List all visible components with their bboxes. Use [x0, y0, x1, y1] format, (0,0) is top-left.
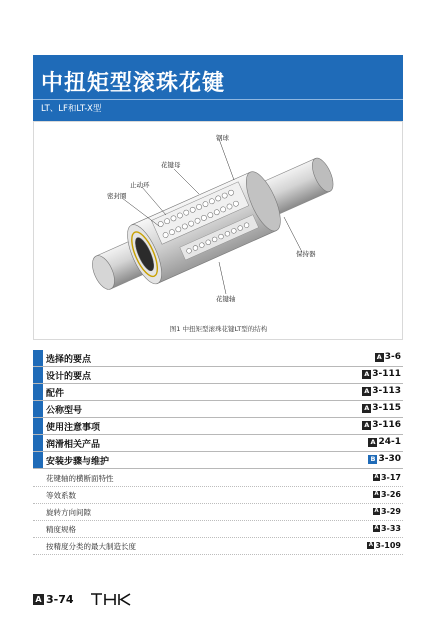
section-a-icon: A	[364, 403, 370, 412]
section-a-icon: A	[33, 594, 44, 605]
section-a-icon: A	[376, 352, 382, 361]
menu-item[interactable]	[33, 384, 403, 401]
section-a-icon: A	[374, 474, 379, 480]
section-a-icon: A	[364, 420, 370, 429]
ball-spline-illustration	[34, 122, 404, 341]
list-item[interactable]	[33, 538, 403, 555]
callout-retaining-ring: 止动环	[130, 181, 150, 189]
menu-item-page-ref[interactable]	[362, 403, 401, 413]
menu-accent-bar	[33, 452, 43, 468]
menu-item-label: 使用注意事项	[46, 423, 101, 433]
menu-item-page: 3-30	[378, 454, 401, 464]
section-a-icon: A	[374, 491, 379, 497]
menu-accent-bar	[33, 367, 43, 383]
menu-accent-bar	[33, 435, 43, 451]
title-banner	[33, 55, 403, 121]
list-item[interactable]	[33, 487, 403, 504]
figure-caption: 图1 中扭矩型滚珠花键LT型的结构	[169, 325, 268, 333]
list-item-page-ref[interactable]	[373, 524, 401, 533]
section-a-icon: A	[364, 369, 370, 378]
menu-item-page: 3-115	[372, 403, 401, 413]
menu-item-page-ref[interactable]	[375, 352, 401, 362]
sub-reference-list	[33, 470, 403, 555]
callout-seal: 密封圈	[107, 192, 127, 200]
list-item-label: 按精度分类的最大制造长度	[46, 542, 136, 551]
menu-accent-bar	[33, 418, 43, 434]
menu-item[interactable]	[33, 435, 403, 452]
list-item-label: 精度规格	[46, 525, 76, 534]
menu-item-page: 3-113	[372, 386, 401, 396]
menu-item-label: 选择的要点	[46, 355, 92, 365]
menu-item-page: 3-6	[384, 352, 401, 362]
page-subtitle: LT、LF和LT-X型	[41, 104, 102, 114]
list-item-label: 等效系数	[46, 491, 76, 500]
section-a-icon: A	[374, 525, 379, 531]
list-item-page: 3-33	[380, 524, 401, 533]
menu-accent-bar	[33, 384, 43, 400]
section-a-icon: A	[374, 508, 379, 514]
menu-item[interactable]	[33, 367, 403, 384]
list-item-page-ref[interactable]	[373, 473, 401, 482]
section-b-icon: B	[368, 455, 377, 464]
thk-logo	[90, 592, 132, 606]
menu-item-label: 润滑相关产品	[46, 440, 101, 450]
menu-item-page-ref[interactable]	[362, 369, 401, 379]
menu-item-label: 设计的要点	[46, 372, 92, 382]
list-item-page: 3-17	[380, 473, 401, 482]
list-item[interactable]	[33, 521, 403, 538]
callout-spline-shaft: 花键轴	[216, 295, 236, 303]
section-a-icon: A	[370, 437, 376, 446]
menu-item[interactable]	[33, 418, 403, 435]
banner-divider	[33, 99, 403, 100]
list-item-page: 3-26	[380, 490, 401, 499]
callout-steel-ball: 钢球	[216, 134, 229, 142]
menu-accent-bar	[33, 350, 43, 366]
page-number-text: 3-74	[46, 593, 74, 606]
menu-item-page: 3-111	[372, 369, 401, 379]
list-item[interactable]	[33, 504, 403, 521]
list-item-label: 旋转方向间隙	[46, 508, 91, 517]
reference-menu	[33, 350, 403, 469]
structure-figure	[33, 121, 403, 340]
list-item-page: 3-29	[380, 507, 401, 516]
list-item-page: 3-109	[375, 541, 401, 550]
menu-item-label: 配件	[46, 389, 65, 399]
list-item-page-ref[interactable]	[367, 541, 401, 550]
menu-item-label: 公称型号	[46, 406, 83, 416]
menu-accent-bar	[33, 401, 43, 417]
menu-item-page-ref[interactable]	[362, 420, 401, 430]
callout-retainer: 保持器	[296, 250, 316, 258]
menu-item-page-ref[interactable]	[368, 454, 401, 464]
list-item-page-ref[interactable]	[373, 490, 401, 499]
menu-item[interactable]	[33, 401, 403, 418]
menu-item[interactable]	[33, 350, 403, 367]
list-item[interactable]	[33, 470, 403, 487]
section-a-icon: A	[368, 542, 374, 548]
list-item-page-ref[interactable]	[373, 507, 401, 516]
menu-item-page-ref[interactable]	[362, 386, 401, 396]
callout-spline-nut: 花键母	[161, 161, 181, 169]
section-a-icon: A	[364, 386, 370, 395]
menu-item-page: 3-116	[372, 420, 401, 430]
page-title: 中扭矩型滚珠花键	[41, 71, 226, 96]
menu-item-page-ref[interactable]	[368, 437, 401, 447]
list-item-label: 花键轴的横断面特性	[46, 474, 114, 483]
menu-item-label: 安装步骤与维护	[46, 457, 110, 467]
menu-item-page: 24-1	[378, 437, 401, 447]
menu-item[interactable]	[33, 452, 403, 469]
page-number	[33, 593, 74, 606]
